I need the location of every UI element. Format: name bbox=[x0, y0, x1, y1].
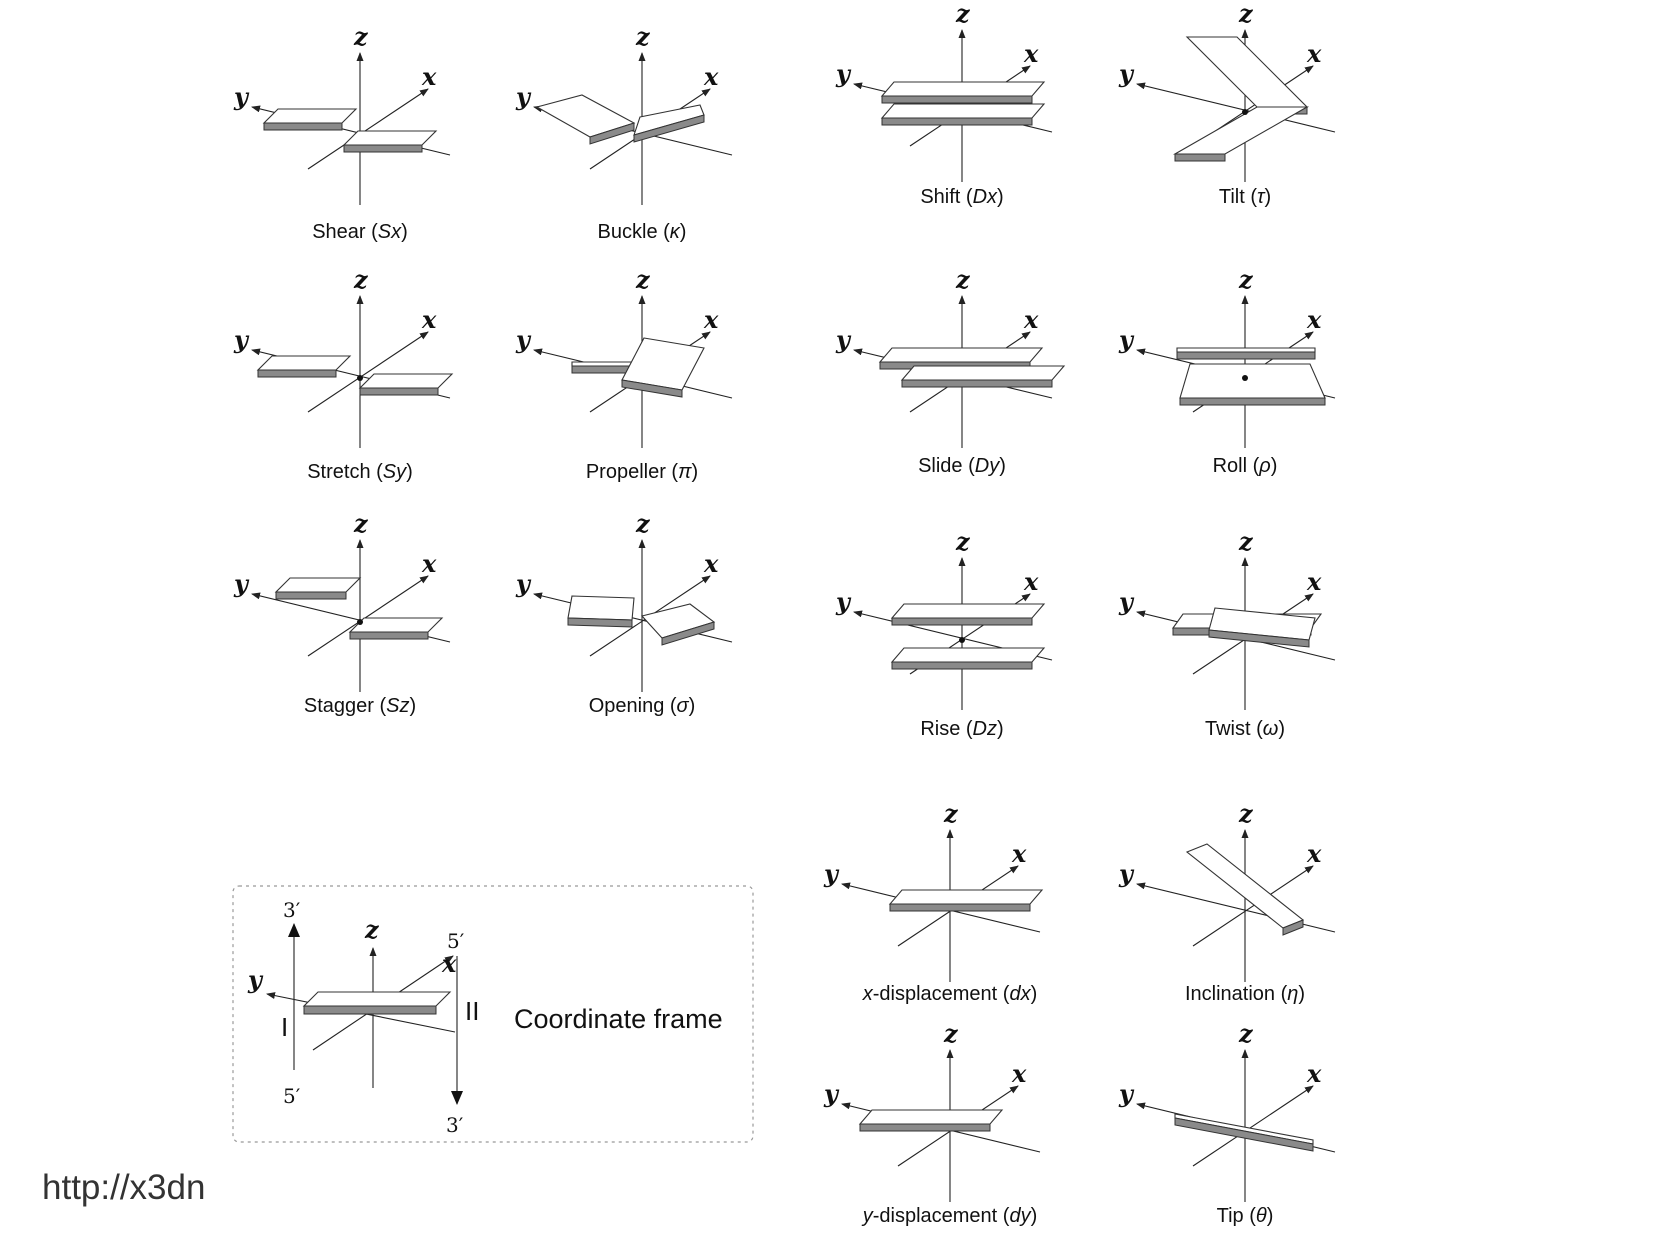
xdisp-caption-symbol: dx bbox=[1009, 983, 1031, 1005]
shift-plate-top-side bbox=[882, 96, 1032, 103]
shift-plate-top-top bbox=[882, 82, 1044, 96]
buckle-plate-left bbox=[537, 95, 634, 144]
panel-stagger bbox=[233, 509, 450, 717]
opening-plate-left-top bbox=[568, 596, 634, 620]
xdisp-caption: x-displacement (dx) bbox=[862, 983, 1038, 1005]
strand2-label: II bbox=[465, 996, 480, 1026]
shear-caption-name: Shear ( bbox=[312, 221, 378, 243]
inclination-caption: Inclination (η) bbox=[1184, 983, 1306, 1005]
strand2-bottom-label: 3′ bbox=[446, 1113, 464, 1137]
tip-x-label: x bbox=[1307, 1059, 1322, 1088]
slide-x-label: x bbox=[1024, 305, 1039, 334]
roll-z-label: z bbox=[1239, 265, 1253, 294]
stretch-origin-dot bbox=[357, 375, 363, 381]
stretch-caption-name: Stretch ( bbox=[307, 461, 383, 483]
inclination-caption-symbol: η bbox=[1287, 983, 1299, 1005]
shift-caption-symbol: Dx bbox=[972, 186, 998, 208]
slide-plate-bottom-top bbox=[902, 366, 1064, 380]
panel-stretch bbox=[233, 265, 452, 483]
stagger-caption: Stagger (Sz) bbox=[303, 695, 417, 717]
roll-x-label: x bbox=[1307, 305, 1322, 334]
shift-y-label: y bbox=[836, 59, 850, 88]
propeller-x-label: x bbox=[704, 305, 719, 334]
twist-y-label: y bbox=[1119, 587, 1133, 616]
panel-tip bbox=[1118, 1019, 1335, 1227]
panel-buckle bbox=[515, 22, 732, 243]
tilt-z-label: z bbox=[1239, 0, 1253, 28]
stagger-origin-dot bbox=[357, 619, 363, 625]
panel-xdisp bbox=[823, 799, 1042, 1005]
ydisp-y-label: y bbox=[824, 1079, 838, 1108]
propeller-y-label: y bbox=[516, 325, 530, 354]
stagger-z-label: z bbox=[354, 509, 368, 538]
roll-caption: Roll (ρ) bbox=[1212, 455, 1278, 477]
slide-z-label: z bbox=[956, 265, 970, 294]
opening-plate-right bbox=[642, 604, 714, 645]
stretch-y-label: y bbox=[234, 325, 248, 354]
stagger-plate-left bbox=[276, 578, 360, 599]
shift-x-label: x bbox=[1024, 39, 1039, 68]
tip-y-label: y bbox=[1119, 1079, 1133, 1108]
slide-y-label: y bbox=[836, 325, 850, 354]
tilt-plate-upper-top bbox=[1187, 37, 1307, 107]
roll-plate-bottom-top bbox=[1180, 364, 1325, 398]
opening-x-label: x bbox=[704, 549, 719, 578]
stretch-plate-right-side bbox=[360, 388, 438, 395]
roll-plate-bottom-side bbox=[1180, 398, 1325, 405]
tip-caption: Tip (θ) bbox=[1216, 1205, 1274, 1227]
xdisp-z-label: z bbox=[944, 799, 958, 828]
slide-caption-symbol: Dy bbox=[974, 455, 1000, 477]
inclination-x-label: x bbox=[1307, 839, 1322, 868]
slide-plate-top-top bbox=[880, 348, 1042, 362]
stretch-plate-left-top bbox=[258, 356, 350, 370]
buckle-caption-symbol: κ bbox=[669, 221, 680, 243]
shift-caption-name: Shift ( bbox=[920, 186, 973, 208]
panel-shear bbox=[233, 22, 450, 243]
twist-caption-name: Twist ( bbox=[1204, 718, 1263, 740]
ydisp-caption-symbol: dy bbox=[1009, 1205, 1031, 1227]
xdisp-plate-side bbox=[890, 904, 1030, 911]
shear-caption: Shear (Sx) bbox=[312, 221, 408, 243]
twist-caption: Twist (ω) bbox=[1204, 718, 1286, 740]
panel-tilt bbox=[1118, 0, 1335, 208]
twist-x-label: x bbox=[1307, 567, 1322, 596]
roll-plate-top bbox=[1177, 348, 1315, 359]
xdisp-y-label: y bbox=[824, 859, 838, 888]
shear-x-label: x bbox=[422, 62, 437, 91]
stagger-plate-left-side bbox=[276, 592, 346, 599]
shear-plate-left bbox=[264, 109, 356, 130]
rise-z-label: z bbox=[956, 527, 970, 556]
stagger-x-label: x bbox=[422, 549, 437, 578]
stretch-caption: Stretch (Sy) bbox=[307, 461, 413, 483]
rise-origin-dot bbox=[959, 637, 965, 643]
coordinate-frame-title: Coordinate frame bbox=[514, 1004, 723, 1034]
tilt-caption: Tilt (τ) bbox=[1218, 186, 1272, 208]
rise-plate-bottom-top bbox=[892, 648, 1044, 662]
shift-plate-bottom bbox=[882, 104, 1044, 125]
roll-y-label: y bbox=[1119, 325, 1133, 354]
frame-z-label: z bbox=[365, 915, 379, 944]
tilt-y-label: y bbox=[1119, 59, 1133, 88]
shift-z-label: z bbox=[956, 0, 970, 28]
tilt-caption-symbol: τ bbox=[1256, 186, 1265, 208]
rise-caption: Rise (Dz) bbox=[920, 718, 1004, 740]
stagger-plate-right-top bbox=[350, 618, 442, 632]
tip-z-label: z bbox=[1239, 1019, 1253, 1048]
frame-y-label: y bbox=[248, 965, 262, 994]
shear-y-label: y bbox=[234, 82, 248, 111]
xdisp-caption-var: x bbox=[862, 983, 873, 1005]
strand1-bottom-label: 5′ bbox=[283, 1084, 301, 1108]
opening-caption-symbol: σ bbox=[676, 695, 689, 717]
shear-plate-left-top bbox=[264, 109, 356, 123]
slide-caption-name: Slide ( bbox=[918, 455, 975, 477]
stagger-plate-left-top bbox=[276, 578, 360, 592]
xdisp-plate-top bbox=[890, 890, 1042, 904]
shift-plate-top bbox=[882, 82, 1044, 103]
inclination-y-label: y bbox=[1119, 859, 1133, 888]
xdisp-x-label: x bbox=[1012, 839, 1027, 868]
roll-plate-top-side bbox=[1177, 352, 1315, 359]
stretch-plate-left-side bbox=[258, 370, 336, 377]
shear-plate-right-side bbox=[344, 145, 422, 152]
stretch-x-label: x bbox=[422, 305, 437, 334]
xdisp-caption-name: -displacement ( bbox=[872, 983, 1010, 1005]
buckle-plate-right bbox=[634, 105, 704, 142]
ydisp-plate bbox=[860, 1110, 1002, 1131]
stagger-caption-name: Stagger ( bbox=[303, 695, 387, 717]
stagger-plate-right bbox=[350, 618, 442, 639]
tip-caption-name: Tip ( bbox=[1216, 1205, 1256, 1227]
rise-y-label: y bbox=[836, 587, 850, 616]
frame-plate-top bbox=[304, 992, 450, 1006]
panel-ydisp bbox=[823, 1019, 1040, 1227]
slide-plate-bottom bbox=[902, 366, 1064, 387]
rise-x-label: x bbox=[1024, 567, 1039, 596]
stretch-z-label: z bbox=[354, 265, 368, 294]
panel-roll bbox=[1118, 265, 1335, 477]
propeller-caption-symbol: π bbox=[678, 461, 692, 483]
inclination-caption-name: Inclination ( bbox=[1184, 983, 1288, 1005]
stagger-caption-symbol: Sz bbox=[386, 695, 410, 717]
stagger-y-label: y bbox=[234, 569, 248, 598]
roll-origin-dot bbox=[1242, 375, 1248, 381]
roll-plate-top-top bbox=[1177, 348, 1315, 352]
strand1-top-label: 3′ bbox=[283, 898, 301, 922]
shear-plate-left-side bbox=[264, 123, 342, 130]
opening-plate-left bbox=[568, 596, 634, 627]
panel-opening bbox=[515, 509, 732, 717]
strand1-label: I bbox=[281, 1012, 289, 1042]
buckle-z-label: z bbox=[636, 22, 650, 51]
shift-plate-bottom-side bbox=[882, 118, 1032, 125]
shear-plate-right bbox=[344, 131, 436, 152]
stretch-caption-symbol: Sy bbox=[382, 461, 407, 483]
slide-plate-bottom-side bbox=[902, 380, 1052, 387]
buckle-y-label: y bbox=[516, 82, 530, 111]
tip-plate bbox=[1175, 1114, 1313, 1151]
panel-rise bbox=[835, 527, 1052, 740]
opening-caption-name: Opening ( bbox=[588, 695, 677, 717]
buckle-caption-name: Buckle ( bbox=[597, 221, 670, 243]
ydisp-x-label: x bbox=[1012, 1059, 1027, 1088]
rise-plate-bottom-side bbox=[892, 662, 1032, 669]
rise-plate-top-side bbox=[892, 618, 1032, 625]
footer-url: http://x3dn bbox=[42, 1168, 206, 1207]
propeller-caption: Propeller (π) bbox=[585, 461, 699, 483]
tip-caption-symbol: θ bbox=[1255, 1205, 1267, 1227]
frame-plate-side bbox=[304, 1006, 436, 1014]
tilt-plate-upper bbox=[1187, 37, 1307, 114]
inclination-x-axis bbox=[1193, 866, 1313, 946]
panel-shift bbox=[835, 0, 1052, 208]
shift-plate-bottom-top bbox=[882, 104, 1044, 118]
tilt-x-label: x bbox=[1307, 39, 1322, 68]
roll-caption-symbol: ρ bbox=[1259, 455, 1271, 477]
slide-caption: Slide (Dy) bbox=[918, 455, 1006, 477]
propeller-z-label: z bbox=[636, 265, 650, 294]
strand2-top-label: 5′ bbox=[447, 929, 465, 953]
tilt-plate-lower-side bbox=[1175, 154, 1225, 161]
ydisp-caption-name: -displacement ( bbox=[872, 1205, 1010, 1227]
ydisp-caption-var: y bbox=[862, 1205, 873, 1227]
coordinate-frame bbox=[233, 886, 753, 1142]
panel-slide bbox=[835, 265, 1064, 477]
stretch-plate-right-top bbox=[360, 374, 452, 388]
stretch-plate-right bbox=[360, 374, 452, 395]
rise-plate-top bbox=[892, 604, 1044, 625]
roll-caption-name: Roll ( bbox=[1212, 455, 1260, 477]
rise-caption-symbol: Dz bbox=[972, 718, 998, 740]
buckle-caption: Buckle (κ) bbox=[597, 221, 687, 243]
buckle-x-label: x bbox=[704, 62, 719, 91]
tip-plate-side bbox=[1175, 1118, 1313, 1151]
xdisp-plate bbox=[890, 890, 1042, 911]
frame-x-label: x bbox=[442, 949, 457, 978]
opening-y-label: y bbox=[516, 569, 530, 598]
ydisp-plate-side bbox=[860, 1124, 990, 1131]
panel-twist bbox=[1118, 527, 1335, 740]
ydisp-plate-top bbox=[860, 1110, 1002, 1124]
panel-propeller bbox=[515, 265, 732, 483]
rise-plate-top-top bbox=[892, 604, 1044, 618]
tilt-caption-name: Tilt ( bbox=[1218, 186, 1257, 208]
shear-z-label: z bbox=[354, 22, 368, 51]
rise-plate-bottom bbox=[892, 648, 1044, 669]
shift-caption: Shift (Dx) bbox=[920, 186, 1004, 208]
rise-caption-name: Rise ( bbox=[920, 718, 973, 740]
stretch-plate-left bbox=[258, 356, 350, 377]
shear-caption-symbol: Sx bbox=[377, 221, 402, 243]
stagger-plate-right-side bbox=[350, 632, 428, 639]
twist-z-label: z bbox=[1239, 527, 1253, 556]
tilt-origin-dot bbox=[1242, 109, 1248, 115]
frame-plate bbox=[304, 992, 450, 1014]
roll-plate-bottom bbox=[1180, 364, 1325, 405]
propeller-caption-name: Propeller ( bbox=[585, 461, 679, 483]
tilt-plate-lower bbox=[1175, 107, 1307, 161]
ydisp-z-label: z bbox=[944, 1019, 958, 1048]
ydisp-caption: y-displacement (dy) bbox=[862, 1205, 1038, 1227]
panel-inclination bbox=[1118, 799, 1335, 1005]
opening-plate-left-side bbox=[568, 618, 632, 627]
opening-z-label: z bbox=[636, 509, 650, 538]
shear-plate-right-top bbox=[344, 131, 436, 145]
twist-caption-symbol: ω bbox=[1262, 718, 1279, 740]
inclination-z-label: z bbox=[1239, 799, 1253, 828]
opening-caption: Opening (σ) bbox=[588, 695, 696, 717]
